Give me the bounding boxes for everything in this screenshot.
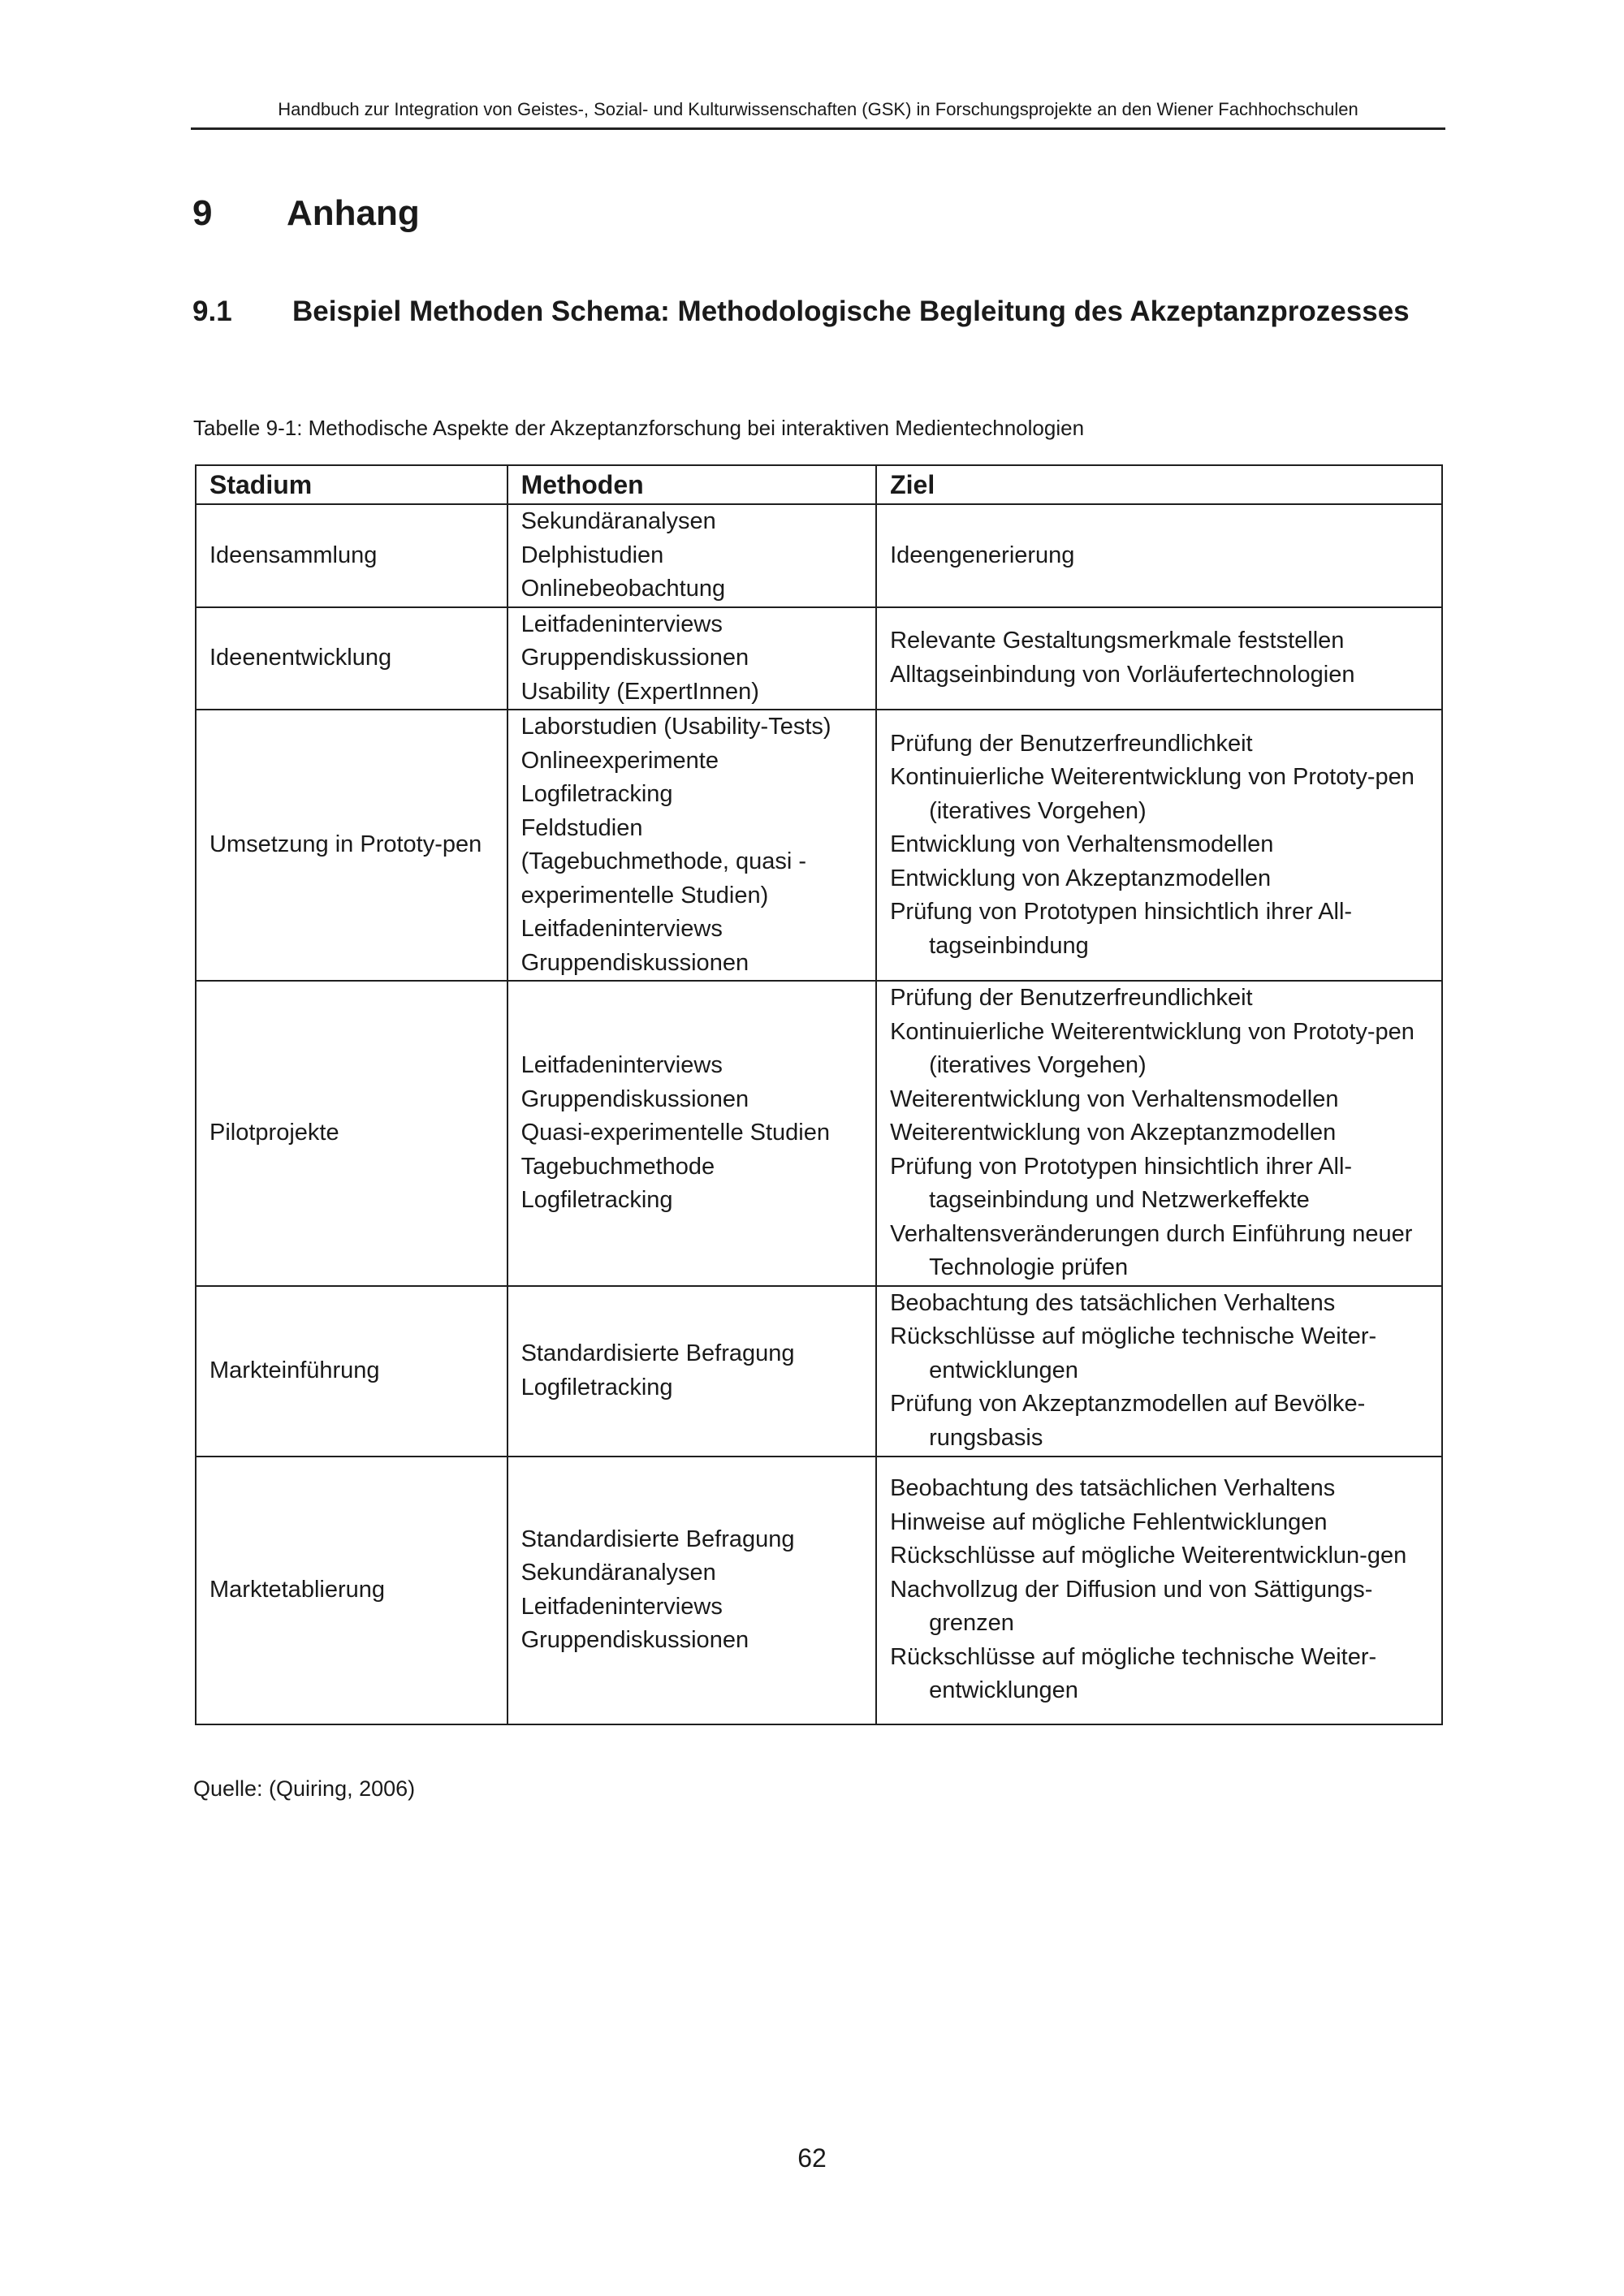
goal-item: Alltagseinbindung von Vorläufertechnologien [890,661,1355,688]
method-item: Standardisierte Befragung [520,1526,795,1552]
method-item: Gruppendiskussionen [520,645,749,671]
methoden-cell [508,710,877,981]
goal-item: Kontinuierliche Weiterentwicklung von Prototy-pen (iteratives Vorgehen) [890,1018,1415,1078]
method-item: Onlinebeobachtung [520,576,726,602]
method-item: Tagebuchmethode [520,1153,715,1180]
goal-item: Entwicklung von Akzeptanzmodellen [890,865,1272,891]
stadium-cell: Pilotprojekte [196,981,508,1286]
section-number: 9.1 [192,296,232,327]
method-item: Delphistudien [520,542,664,568]
table-row [196,981,1442,1286]
column-header-stadium: Stadium [196,465,508,504]
goal-item: Kontinuierliche Weiterentwicklung von Prototy-pen (iteratives Vorgehen) [890,764,1415,824]
table-row [196,1286,1442,1457]
goal-item: Prüfung der Benutzerfreundlichkeit [890,730,1253,757]
source-note: Quelle: (Quiring, 2006) [193,1776,416,1801]
stadium-cell: Marktetablierung [196,1457,508,1724]
goal-item: Weiterentwicklung von Verhaltensmodellen [890,1085,1339,1112]
column-header-ziel: Ziel [876,465,1442,504]
goal-item: Beobachtung des tatsächlichen Verhaltens [890,1475,1336,1502]
table-header-row [196,465,1442,504]
method-item: Logfiletracking [520,1187,673,1213]
goal-item: Prüfung der Benutzerfreundlichkeit [890,985,1253,1011]
methoden-cell [508,981,877,1286]
goal-item: Relevante Gestaltungsmerkmale feststellen [890,628,1345,654]
goal-item: Verhaltensveränderungen durch Einführung neuer Technologie prüfen [890,1220,1413,1280]
methoden-cell [508,1286,877,1457]
goal-item: Nachvollzug der Diffusion und von Sättigungs-grenzen [890,1576,1373,1637]
method-item: Quasi-experimentelle Studien [520,1120,830,1146]
goal-item: Prüfung von Akzeptanzmodellen auf Bevölke-rungsbasis [890,1391,1366,1451]
stadium-cell: Ideensammlung [196,504,508,607]
ziel-cell [876,504,1442,607]
table-row [196,607,1442,710]
method-item: (Tagebuchmethode, quasi - [520,848,807,874]
column-header-methoden: Methoden [508,465,877,504]
stadium-cell: Ideenentwicklung [196,607,508,710]
goal-item: Rückschlüsse auf mögliche technische Weiter-entwicklungen [890,1643,1377,1704]
goal-item: Prüfung von Prototypen hinsichtlich ihrer All-tagseinbindung [890,899,1353,959]
goal-item: Rückschlüsse auf mögliche technische Weiter-entwicklungen [890,1323,1377,1383]
running-header: Handbuch zur Integration von Geistes-, Sozial- und Kulturwissenschaften (GSK) in Forschungsprojekte an den Wiener Fachhochschulen [191,96,1445,130]
stadium-cell: Markteinführung [196,1286,508,1457]
chapter-title: Anhang [287,193,420,233]
section-heading [192,296,1410,328]
chapter-number: 9 [192,193,213,233]
goal-item: Prüfung von Prototypen hinsichtlich ihrer All-tagseinbindung und Netzwerkeffekte [890,1153,1353,1213]
methoden-cell [508,607,877,710]
goal-item: Beobachtung des tatsächlichen Verhaltens [890,1289,1336,1316]
chapter-heading [192,193,420,234]
method-item: Leitfadeninterviews [520,611,723,637]
stadium-cell: Umsetzung in Prototy-pen [196,710,508,981]
method-item: Gruppendiskussionen [520,1085,749,1112]
method-item: Sekundäranalysen [520,1560,716,1586]
method-item: Onlineexperimente [520,747,719,774]
method-item: Logfiletracking [520,781,673,807]
ziel-cell [876,981,1442,1286]
method-item: Logfiletracking [520,1374,673,1400]
goal-item: Rückschlüsse auf mögliche Weiterentwicklun-gen [890,1543,1407,1569]
method-item: Feldstudien [520,814,643,841]
goal-item: Hinweise auf mögliche Fehlentwicklungen [890,1508,1328,1535]
method-item: Leitfadeninterviews [520,1052,723,1078]
methoden-cell [508,1457,877,1724]
methoden-cell [508,504,877,607]
section-title: Beispiel Methoden Schema: Methodologische Begleitung des Akzeptanzprozesses [292,296,1410,327]
table-caption: Tabelle 9-1: Methodische Aspekte der Akzeptanzforschung bei interaktiven Medientechnologien [193,416,1085,440]
goal-item: Entwicklung von Verhaltensmodellen [890,831,1274,858]
goal-item: Weiterentwicklung von Akzeptanzmodellen [890,1120,1337,1146]
method-item: Standardisierte Befragung [520,1340,795,1366]
table-row [196,504,1442,607]
methods-table [195,464,1443,1725]
ziel-cell [876,1457,1442,1724]
method-item: Laborstudien (Usability-Tests) [520,714,831,740]
goal-item: Ideengenerierung [890,542,1075,568]
method-item: Leitfadeninterviews [520,916,723,942]
method-item: Gruppendiskussionen [520,949,749,976]
method-item: Gruppendiskussionen [520,1627,749,1653]
table-row [196,710,1442,981]
method-item: Usability (ExpertInnen) [520,678,759,705]
page-number: 62 [797,2143,827,2173]
ziel-cell [876,710,1442,981]
method-item: Leitfadeninterviews [520,1593,723,1620]
ziel-cell [876,607,1442,710]
method-item: Sekundäranalysen [520,508,716,534]
ziel-cell [876,1286,1442,1457]
table-row [196,1457,1442,1724]
method-item: experimentelle Studien) [520,882,769,908]
